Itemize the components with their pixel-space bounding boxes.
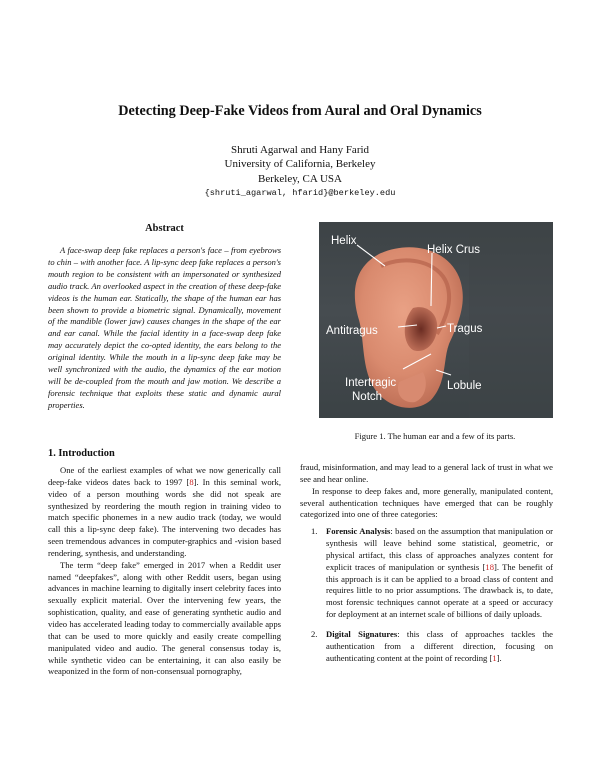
- intro-paragraph-2: The term “deep fake” emerged in 2017 when a Reddit user named “deepfakes”, along with other Reddit users, began using advances in machine learning to digitally insert celebrity faces into sexually explicit material. Over the intervening few years, the sophistication, quality, and ease of generating synthetic audio and video has accelerated leading today to commercially available apps that can be used to more quickly and easily create compelling manipulated video and audio. The general consensus today is, while synthetic video can be entertaining, it can also easily be weaponized in the form of non-consensual pornography,: [48, 559, 281, 677]
- label-helix: Helix: [331, 235, 357, 247]
- ear-figure: [319, 222, 553, 418]
- author-block: [0, 143, 600, 201]
- label-intertragic: Intertragic: [345, 377, 397, 389]
- list-item: 1. Forensic Analysis: based on the assumption that manipulation or synthesis will leave behind some statistical, geometric, or physical artifact, this class of approaches analyzes content for explicit traces of manipulation or synthesis [18]. The benefit of this approach is it can be applied to a broad class of content and requires little to no prior assumptions. The drawback is, to date, most forensic techniques cannot operate at a speed or accuracy for deployment at an internet scale of billions of daily uploads.: [311, 526, 553, 620]
- label-notch: Notch: [352, 391, 383, 403]
- label-antitragus: Antitragus: [326, 325, 378, 337]
- location: Berkeley, CA USA: [258, 172, 342, 185]
- label-helix-crus: Helix Crus: [427, 244, 481, 256]
- list-item: 2. Digital Signatures: this class of approaches tackles the authentication from a different direction, focusing on authenticating content at the point of recording [1].: [311, 628, 553, 663]
- left-column: [48, 465, 281, 678]
- abstract-text: A face-swap deep fake replaces a person's face – from eyebrows to chin – with another face. A lip-sync deep fake replaces a person's mouth region to be consistent with an impersonated or synthesized audio track. An overlooked aspect in the creation of these deep-fake videos is the human ear. Statically, the shape of the human ear has been shown to provide a biometric signal. Dynamically, movement of the mandible (lower jaw) causes changes in the shape of the ear and ear canal. While the facial identity in a face-swap deep fake may accurately depict the co-opted identity, the ears belong to the original identity. While the mouth in a lip-sync deep fake may be well synchronized with the audio, the dynamics of the ear motion will be de-coupled from the mouth and jaw motion. We describe a forensic technique that exploits these static and dynamic aural properties.: [48, 245, 281, 410]
- figure-caption: Figure 1. The human ear and a few of its parts.: [354, 431, 516, 441]
- citation-link[interactable]: 8: [189, 476, 194, 487]
- affiliation: University of California, Berkeley: [224, 158, 376, 171]
- intro-paragraph-1: One of the earliest examples of what we now generically call deep-fake videos dates back to 1997 [8]. In this seminal work, video of a person mouthing words she did not speak are synthesized by reordering the mouth region in training video to match specific phonemes in a new audio track (today, we would call this a lip-sync deep fake). The intervening two decades has seen tremendous advances in computer-graphics and -vision based rendering, synthesis, and understanding.: [48, 465, 281, 558]
- intro-paragraph-4: In response to deep fakes and, more generally, manipulated content, several authentication techniques have emerged that can be roughly categorized into one of three categories:: [300, 485, 553, 520]
- authors: Shruti Agarwal and Hany Farid: [230, 144, 370, 156]
- section-heading: 1. Introduction: [48, 448, 115, 459]
- email: {shruti_agarwal, hfarid}@berkeley.edu: [204, 188, 396, 199]
- citation-link[interactable]: 1: [492, 652, 497, 663]
- intro-paragraph-3: fraud, misinformation, and may lead to a general lack of trust in what we see and hear online.: [300, 462, 553, 484]
- paper-title: Detecting Deep-Fake Videos from Aural and Oral Dynamics: [118, 103, 482, 119]
- label-tragus: Tragus: [447, 323, 483, 335]
- ear-photo: [319, 222, 553, 418]
- category-list: [300, 526, 553, 664]
- citation-link[interactable]: 18: [485, 561, 494, 572]
- abstract-heading: Abstract: [145, 223, 184, 234]
- right-column: [300, 462, 553, 673]
- label-lobule: Lobule: [447, 380, 482, 392]
